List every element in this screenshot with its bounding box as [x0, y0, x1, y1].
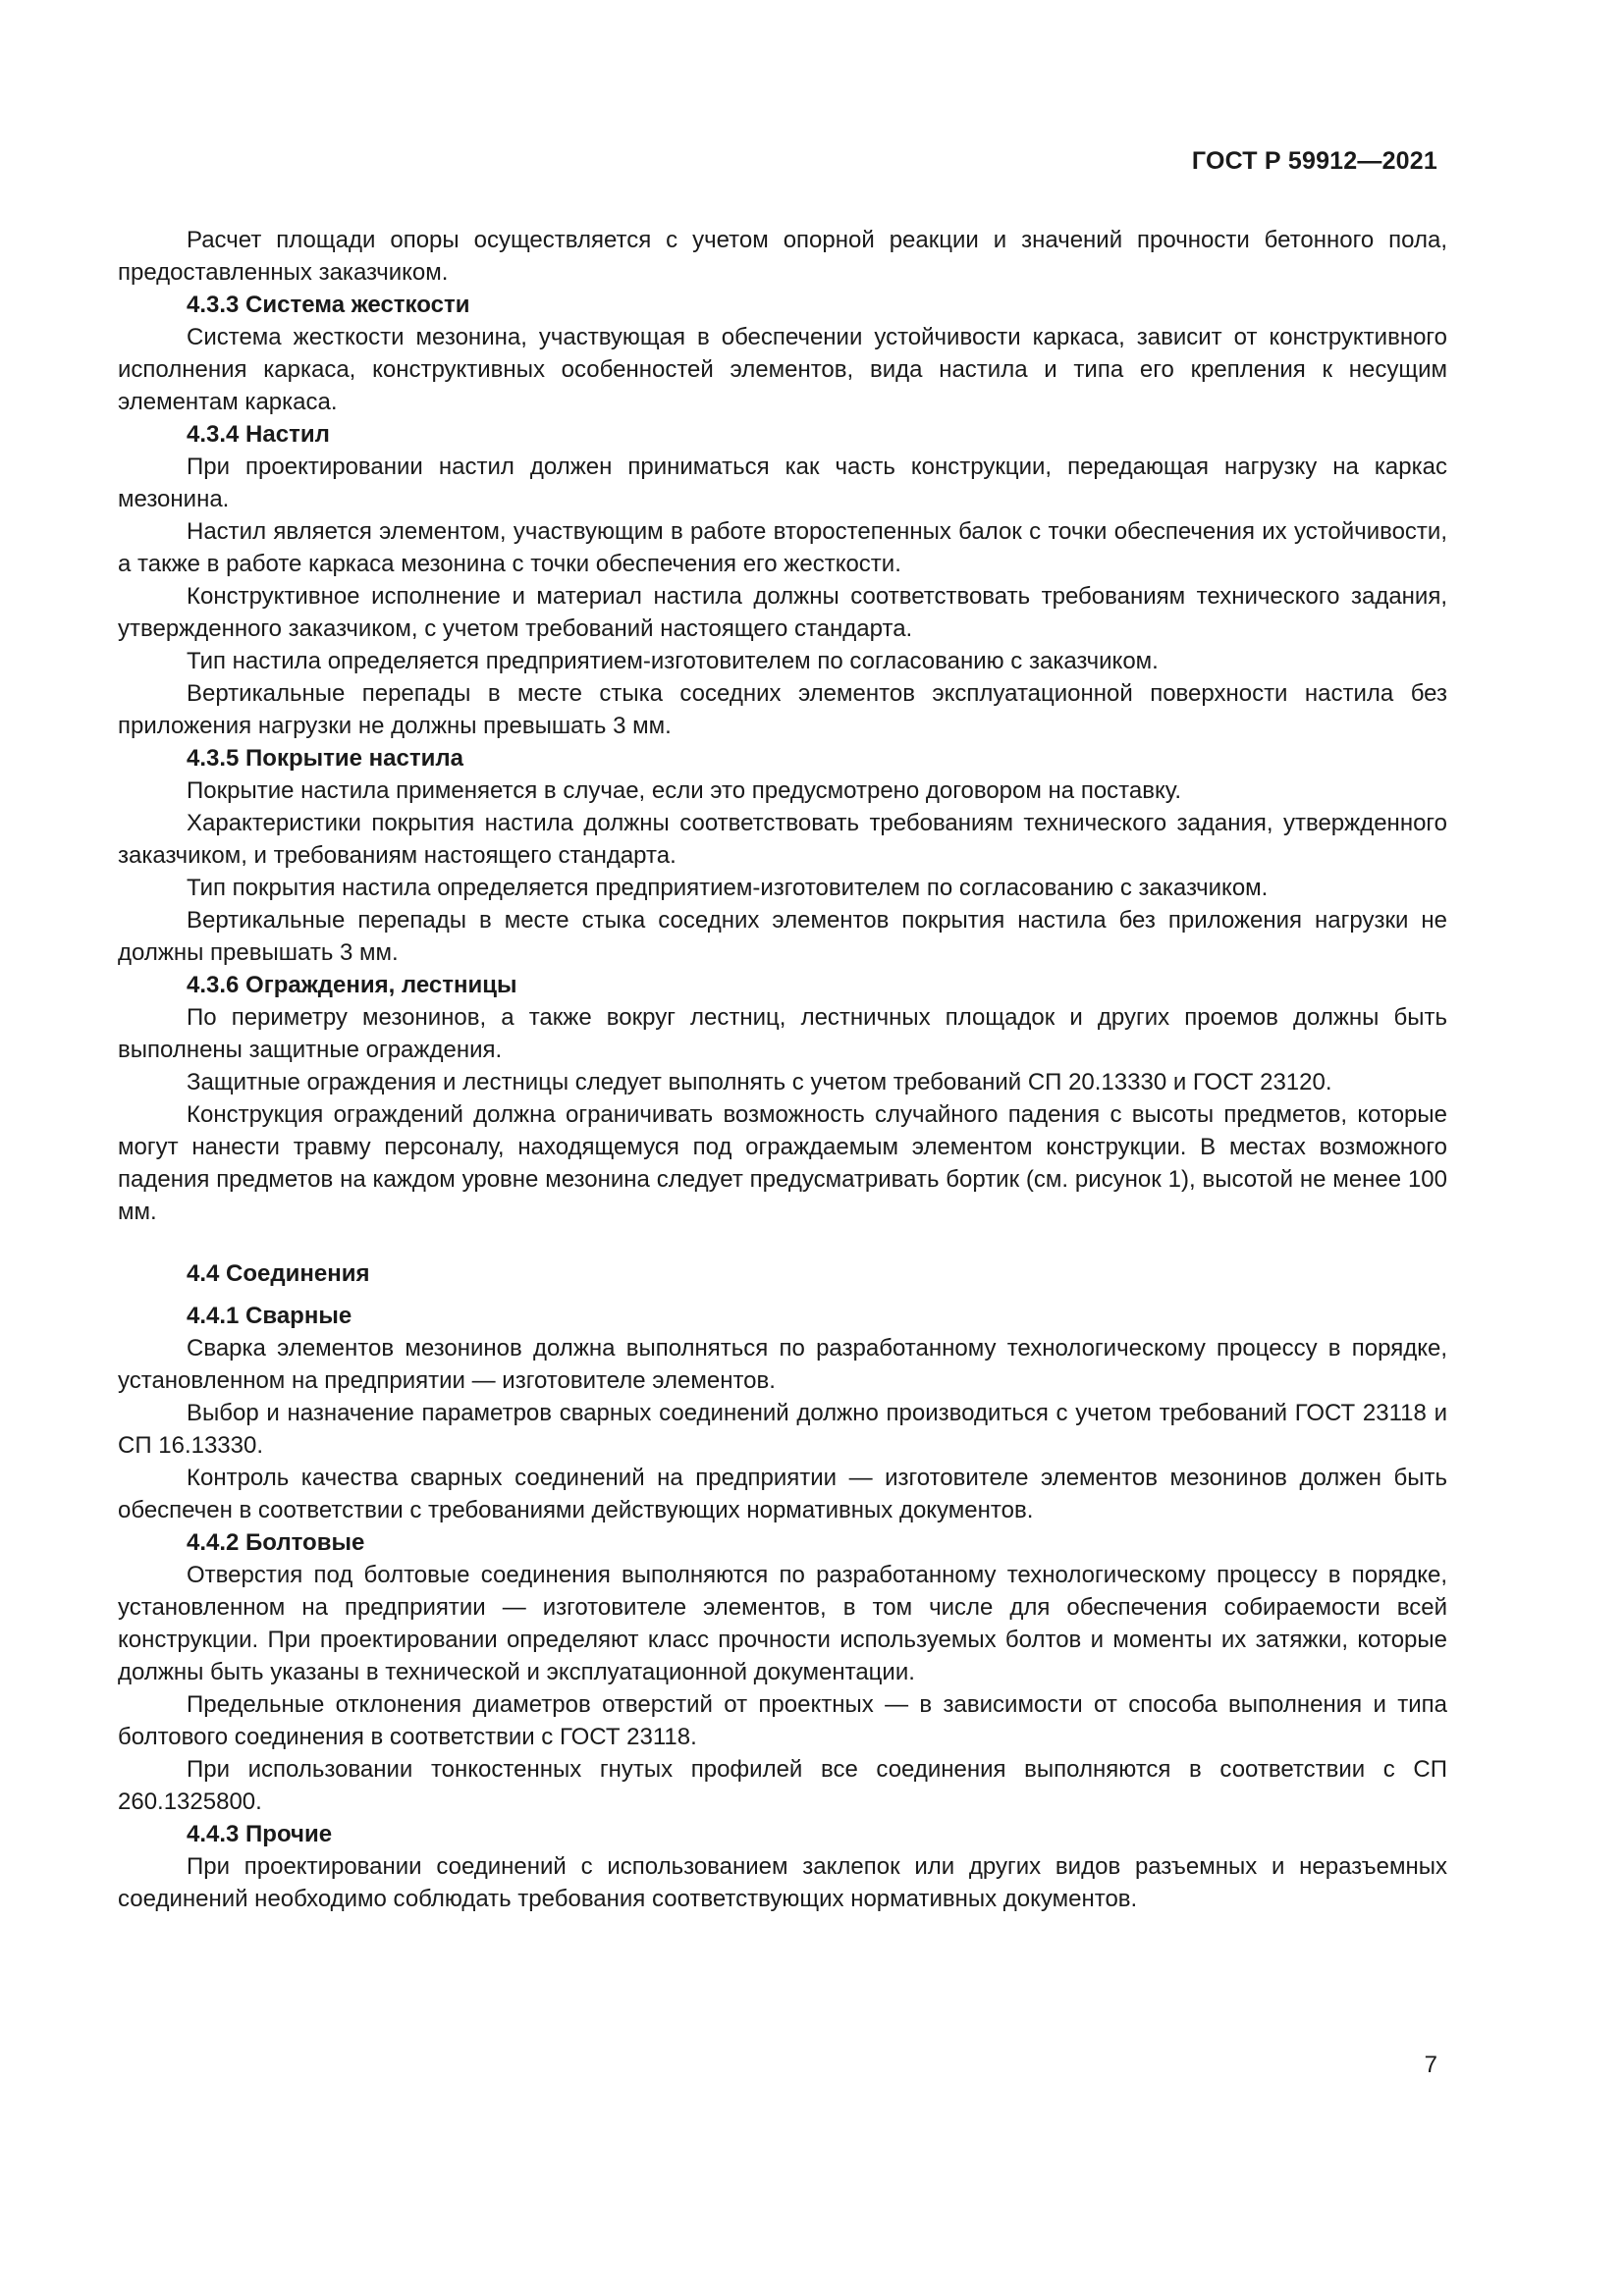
paragraph: По периметру мезонинов, а также вокруг лестниц, лестничных площадок и других проемов должны быть выполнены защитные ограждения. [118, 1004, 1447, 1063]
paragraph: Вертикальные перепады в месте стыка соседних элементов покрытия настила без приложения нагрузки не должны превышать 3 мм. [118, 907, 1447, 966]
standard-designation: ГОСТ Р 59912—2021 [1191, 147, 1437, 175]
heading-4-3-3: 4.3.3 Система жесткости [187, 292, 470, 318]
paragraph: Тип настила определяется предприятием-изготовителем по согласованию с заказчиком. [187, 648, 1159, 674]
paragraph: При проектировании настил должен приниматься как часть конструкции, передающая нагрузку на каркас мезонина. [118, 454, 1447, 512]
heading-4-4-1: 4.4.1 Сварные [187, 1303, 352, 1329]
paragraph: Покрытие настила применяется в случае, если это предусмотрено договором на поставку. [187, 777, 1182, 804]
heading-4-4: 4.4 Соединения [187, 1260, 370, 1287]
paragraph: Система жесткости мезонина, участвующая в обеспечении устойчивости каркаса, зависит от конструктивного исполнения каркаса, конструктивных особенностей элементов, вида настила и типа его крепления к несущим элементам каркаса. [118, 324, 1447, 415]
paragraph: Отверстия под болтовые соединения выполняются по разработанному технологическому процессу в порядке, установленном на предприятии — изготовителе элементов, в том числе для обеспечения собираемости всей конструкции. При проектировании определяют класс прочности используемых болтов и моменты их затяжки, которые должны быть указаны в технической и эксплуатационной документации. [118, 1562, 1447, 1685]
heading-4-4-2: 4.4.2 Болтовые [187, 1529, 365, 1556]
paragraph: Тип покрытия настила определяется предприятием-изготовителем по согласованию с заказчиком. [187, 875, 1269, 901]
paragraph: Расчет площади опоры осуществляется с учетом опорной реакции и значений прочности бетонного пола, предоставленных заказчиком. [118, 227, 1447, 286]
paragraph: Вертикальные перепады в месте стыка соседних элементов эксплуатационной поверхности настила без приложения нагрузки не должны превышать 3 мм. [118, 680, 1447, 739]
paragraph: Защитные ограждения и лестницы следует выполнять с учетом требований СП 20.13330 и ГОСТ 23120. [187, 1069, 1332, 1095]
paragraph: Характеристики покрытия настила должны соответствовать требованиям технического задания, утвержденного заказчиком, и требованиям настоящего стандарта. [118, 810, 1447, 869]
paragraph: Конструкция ограждений должна ограничивать возможность случайного падения с высоты предметов, которые могут нанести травму персоналу, находящемуся под ограждаемым элементом конструкции. В местах возможного падения предметов на каждом уровне мезонина следует предусматривать бортик (см. рисунок 1), высотой не менее 100 мм. [118, 1101, 1447, 1225]
page-number: 7 [1424, 2052, 1437, 2078]
heading-4-3-5: 4.3.5 Покрытие настила [187, 745, 463, 772]
paragraph: Предельные отклонения диаметров отверстий от проектных — в зависимости от способа выполнения и типа болтового соединения в соответствии с ГОСТ 23118. [118, 1691, 1447, 1750]
paragraph: Выбор и назначение параметров сварных соединений должно производиться с учетом требований ГОСТ 23118 и СП 16.13330. [118, 1400, 1447, 1459]
paragraph: Настил является элементом, участвующим в работе второстепенных балок с точки обеспечения их устойчивости, а также в работе каркаса мезонина с точки обеспечения его жесткости. [118, 518, 1447, 577]
paragraph: Сварка элементов мезонинов должна выполняться по разработанному технологическому процессу в порядке, установленном на предприятии — изготовителе элементов. [118, 1335, 1447, 1394]
paragraph: При использовании тонкостенных гнутых профилей все соединения выполняются в соответствии с СП 260.1325800. [118, 1756, 1447, 1815]
heading-4-3-6: 4.3.6 Ограждения, лестницы [187, 972, 517, 998]
heading-4-4-3: 4.4.3 Прочие [187, 1821, 333, 1847]
document-body [118, 224, 1447, 1915]
paragraph: Контроль качества сварных соединений на предприятии — изготовителе элементов мезонинов должен быть обеспечен в соответствии с требованиями действующих нормативных документов. [118, 1465, 1447, 1523]
paragraph: При проектировании соединений с использованием заклепок или других видов разъемных и неразъемных соединений необходимо соблюдать требования соответствующих нормативных документов. [118, 1853, 1447, 1912]
paragraph: Конструктивное исполнение и материал настила должны соответствовать требованиям технического задания, утвержденного заказчиком, с учетом требований настоящего стандарта. [118, 583, 1447, 642]
heading-4-3-4: 4.3.4 Настил [187, 421, 330, 448]
